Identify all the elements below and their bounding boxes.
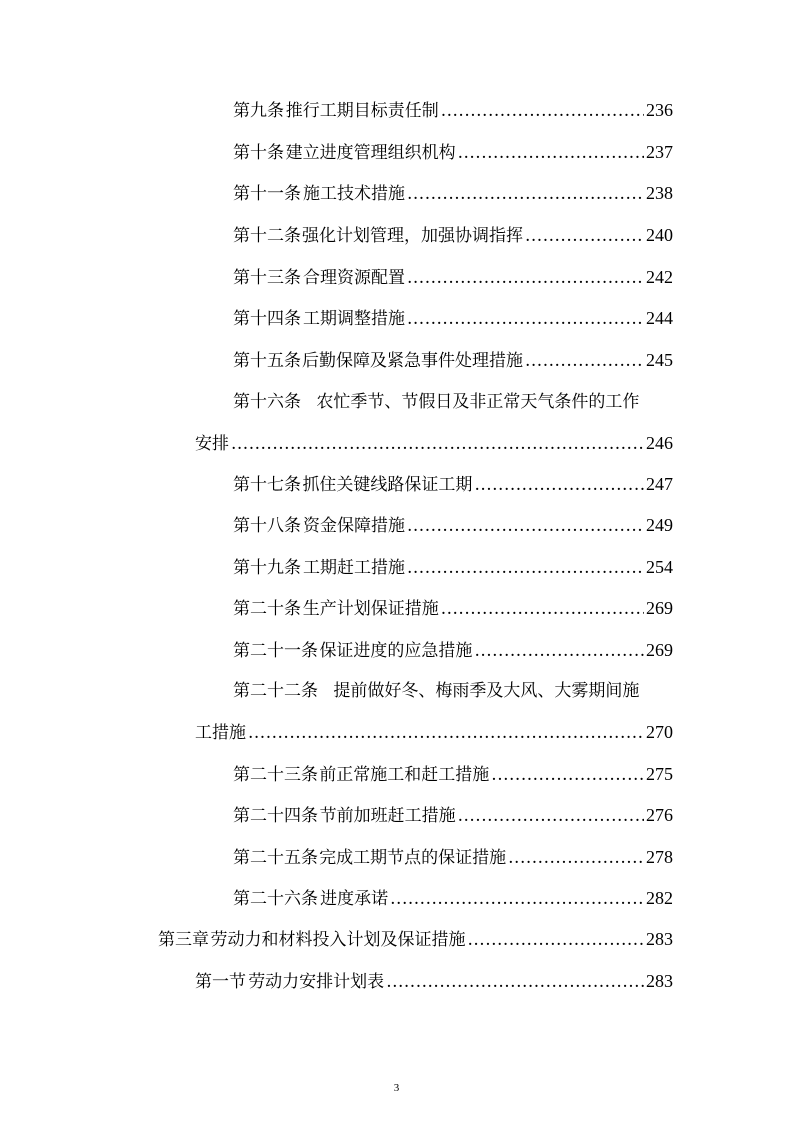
toc-entry-title: 生产计划保证措施 [302, 599, 439, 619]
toc-entry[interactable] [233, 510, 673, 540]
toc-entry-title: 建立进度管理组织机构 [285, 143, 456, 163]
toc-entry-title-continued: 安排 [195, 434, 229, 454]
toc-entry[interactable] [233, 137, 673, 167]
toc-entry-title: 劳动力安排计划表 [248, 972, 385, 992]
toc-chapter-entry[interactable] [158, 924, 673, 954]
toc-entry-title: 后勤保障及紧急事件处理措施 [302, 351, 523, 371]
toc-section-entry[interactable] [195, 966, 673, 996]
dot-leader [474, 636, 644, 666]
toc-entry[interactable] [233, 883, 673, 913]
toc-entry-number: 第二十四条 [233, 806, 318, 826]
toc-entry-page: 242 [646, 267, 673, 287]
toc-entry-page: 237 [646, 142, 673, 162]
dot-leader [407, 263, 644, 293]
toc-entry[interactable] [233, 469, 673, 499]
dot-leader [441, 594, 644, 624]
toc-entry-title-continued: 工措施 [195, 723, 246, 743]
toc-entry-number: 第二十三条 [233, 765, 318, 785]
toc-entry-number: 第十九条 [233, 558, 301, 578]
dot-leader [441, 96, 644, 126]
toc-entry-page: 278 [646, 847, 673, 867]
dot-leader [386, 967, 644, 997]
toc-entry[interactable] [233, 842, 673, 872]
dot-leader [458, 138, 644, 168]
toc-entry-page: 270 [646, 722, 673, 742]
toc-entry-page: 269 [646, 598, 673, 618]
toc-entry-number: 第十七条 [233, 475, 301, 495]
dot-leader [458, 801, 644, 831]
toc-entry-page: 283 [646, 929, 673, 949]
toc-entry-number: 第九条 [233, 101, 284, 121]
toc-entry-page: 249 [646, 515, 673, 535]
toc-entry-page: 236 [646, 100, 673, 120]
dot-leader [407, 179, 644, 209]
toc-entry-page: 244 [646, 308, 673, 328]
toc-entry-title: 工期调整措施 [303, 309, 405, 329]
toc-entry-page: 283 [646, 971, 673, 991]
toc-entry-continuation[interactable] [195, 428, 673, 458]
toc-entry-number: 第十六条 [233, 392, 301, 412]
toc-entry-page: 275 [646, 764, 673, 784]
toc-entry-page: 247 [646, 474, 673, 494]
toc-entry-title: 资金保障措施 [303, 516, 405, 536]
dot-leader [407, 553, 644, 583]
dot-leader [407, 304, 644, 334]
toc-entry[interactable] [233, 593, 673, 623]
toc-entry-number: 第十三条 [233, 268, 301, 288]
toc-entry-title: 节前加班赶工措施 [319, 806, 456, 826]
toc-entry-number: 第二十一条 [233, 641, 318, 661]
toc-entry[interactable] [233, 759, 673, 789]
toc-entry[interactable] [233, 676, 673, 706]
page-number: 3 [393, 1082, 400, 1094]
toc-entry-page: 269 [646, 640, 673, 660]
dot-leader [508, 843, 644, 873]
toc-entry-title: 保证进度的应急措施 [319, 641, 473, 661]
dot-leader [231, 429, 644, 459]
toc-entry-title: 完成工期节点的保证措施 [319, 848, 507, 868]
dot-leader [525, 346, 644, 376]
toc-entry-number: 第三章 [158, 930, 209, 950]
toc-entry-number: 第十一条 [233, 184, 301, 204]
dot-leader [248, 718, 644, 748]
toc-entry[interactable] [233, 303, 673, 333]
toc-entry-page: 254 [646, 557, 673, 577]
toc-entry-title: 提前做好冬、梅雨季及大风、大雾期间施 [333, 681, 640, 701]
dot-leader [407, 511, 644, 541]
toc-entry-title: 强化计划管理，加强协调指挥 [302, 226, 523, 246]
toc-entry-page: 282 [646, 888, 673, 908]
toc-entry-title: 农忙季节、节假日及非正常天气条件的工作 [316, 392, 640, 412]
toc-entry-title: 抓住关键线路保证工期 [302, 475, 473, 495]
toc-entry-number: 第二十五条 [233, 848, 318, 868]
dot-leader [390, 884, 644, 914]
toc-entry-page: 240 [645, 225, 673, 245]
toc-entry-number: 第十八条 [233, 516, 301, 536]
toc-entry-continuation[interactable] [195, 717, 673, 747]
toc-entry-page: 245 [645, 350, 673, 370]
toc-entry[interactable] [233, 345, 673, 375]
toc-entry-number: 第二十条 [233, 599, 301, 619]
toc-entry-number: 第十五条 [233, 351, 301, 371]
toc-entry-title: 合理资源配置 [303, 268, 405, 288]
toc-entry[interactable] [233, 95, 673, 125]
toc-entry-title: 工期赶工措施 [303, 558, 405, 578]
toc-entry-title: 劳动力和材料投入计划及保证措施 [210, 930, 466, 950]
toc-entry[interactable] [233, 178, 673, 208]
toc-entry-number: 第一节 [195, 972, 246, 992]
toc-entry-page: 276 [646, 805, 673, 825]
toc-entry-page: 238 [646, 183, 673, 203]
toc-entry[interactable] [233, 262, 673, 292]
dot-leader [474, 470, 644, 500]
toc-entry-number: 第十二条 [233, 226, 301, 246]
toc-entry[interactable] [233, 387, 673, 417]
toc-entry[interactable] [233, 220, 673, 250]
toc-entry-title: 前正常施工和赶工措施 [319, 765, 490, 785]
toc-entry-title: 推行工期目标责任制 [285, 101, 439, 121]
toc-entry-number: 第十四条 [233, 309, 301, 329]
dot-leader [468, 925, 645, 955]
toc-entry-title: 施工技术措施 [303, 184, 405, 204]
toc-entry-title: 进度承诺 [320, 889, 389, 909]
toc-entry[interactable] [233, 800, 673, 830]
toc-entry[interactable] [233, 635, 673, 665]
toc-entry-number: 第二十六条 [233, 889, 318, 909]
toc-entry[interactable] [233, 552, 673, 582]
toc-entry-number: 第二十二条 [233, 681, 318, 701]
toc-entry-number: 第十条 [233, 143, 284, 163]
dot-leader [491, 760, 644, 790]
toc-entry-page: 246 [646, 433, 673, 453]
dot-leader [525, 221, 644, 251]
